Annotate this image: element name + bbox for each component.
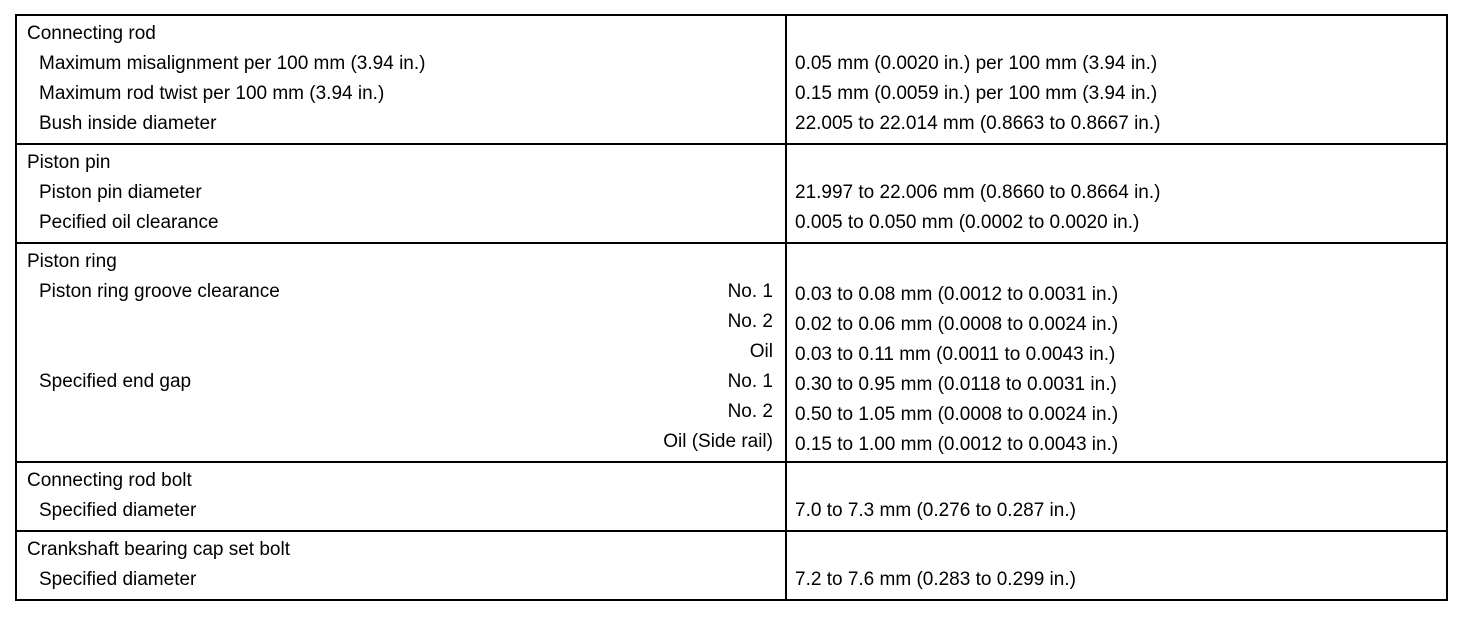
spec-value: 22.005 to 22.014 mm (0.8663 to 0.8667 in.) bbox=[795, 113, 1161, 134]
section-title: Connecting rod bbox=[27, 23, 156, 44]
section-labels bbox=[16, 531, 786, 600]
section-labels bbox=[16, 462, 786, 531]
spec-value: 0.03 to 0.11 mm (0.0011 to 0.0043 in.) bbox=[795, 344, 1116, 365]
spec-label: Specified diameter bbox=[39, 569, 197, 590]
spec-row bbox=[17, 307, 785, 337]
section-values bbox=[786, 462, 1447, 531]
spec-value: 7.2 to 7.6 mm (0.283 to 0.299 in.) bbox=[795, 569, 1076, 590]
spec-value: 0.15 mm (0.0059 in.) per 100 mm (3.94 in.) bbox=[795, 83, 1158, 104]
specification-table bbox=[15, 14, 1448, 601]
spec-row bbox=[17, 277, 785, 307]
spec-label: Specified end gap bbox=[39, 371, 192, 392]
spec-qualifier: No. 2 bbox=[727, 311, 773, 332]
spec-label: Maximum rod twist per 100 mm (3.94 in.) bbox=[39, 83, 385, 104]
spec-label: Specified diameter bbox=[39, 500, 197, 521]
spec-value: 0.15 to 1.00 mm (0.0012 to 0.0043 in.) bbox=[795, 434, 1119, 455]
spec-qualifier: No. 1 bbox=[727, 371, 773, 392]
section-title: Piston pin bbox=[27, 152, 111, 173]
section-title: Piston ring bbox=[27, 251, 117, 272]
spec-label: Pecified oil clearance bbox=[39, 212, 219, 233]
spec-value: 0.03 to 0.08 mm (0.0012 to 0.0031 in.) bbox=[795, 284, 1119, 305]
spec-row bbox=[17, 397, 785, 427]
section-piston-pin bbox=[16, 144, 1447, 243]
section-values bbox=[786, 15, 1447, 144]
spec-value: 0.02 to 0.06 mm (0.0008 to 0.0024 in.) bbox=[795, 314, 1119, 335]
spec-qualifier: No. 2 bbox=[727, 401, 773, 422]
section-connecting-rod bbox=[16, 15, 1447, 144]
section-crankshaft-bearing-cap-set-bolt bbox=[16, 531, 1447, 600]
spec-row bbox=[17, 337, 785, 367]
section-labels bbox=[16, 15, 786, 144]
spec-value: 7.0 to 7.3 mm (0.276 to 0.287 in.) bbox=[795, 500, 1076, 521]
spec-label: Piston pin diameter bbox=[39, 182, 202, 203]
section-piston-ring bbox=[16, 243, 1447, 462]
section-labels bbox=[16, 243, 786, 462]
section-values bbox=[786, 144, 1447, 243]
spec-value: 0.05 mm (0.0020 in.) per 100 mm (3.94 in.) bbox=[795, 53, 1158, 74]
spec-row bbox=[17, 367, 785, 397]
spec-label: Piston ring groove clearance bbox=[39, 281, 280, 302]
spec-value: 0.50 to 1.05 mm (0.0008 to 0.0024 in.) bbox=[795, 404, 1119, 425]
section-connecting-rod-bolt bbox=[16, 462, 1447, 531]
spec-row bbox=[17, 427, 785, 457]
spec-qualifier: Oil (Side rail) bbox=[663, 431, 773, 452]
spec-label: Bush inside diameter bbox=[39, 113, 217, 134]
section-labels bbox=[16, 144, 786, 243]
spec-qualifier: No. 1 bbox=[727, 281, 773, 302]
section-title: Connecting rod bolt bbox=[27, 470, 192, 491]
spec-value: 0.30 to 0.95 mm (0.0118 to 0.0031 in.) bbox=[795, 374, 1117, 395]
spec-label: Maximum misalignment per 100 mm (3.94 in.) bbox=[39, 53, 426, 74]
spec-value: 21.997 to 22.006 mm (0.8660 to 0.8664 in.) bbox=[795, 182, 1161, 203]
section-title: Crankshaft bearing cap set bolt bbox=[27, 539, 290, 560]
section-values bbox=[786, 243, 1447, 462]
section-values bbox=[786, 531, 1447, 600]
spec-qualifier: Oil bbox=[749, 341, 773, 362]
spec-value: 0.005 to 0.050 mm (0.0002 to 0.0020 in.) bbox=[795, 212, 1140, 233]
